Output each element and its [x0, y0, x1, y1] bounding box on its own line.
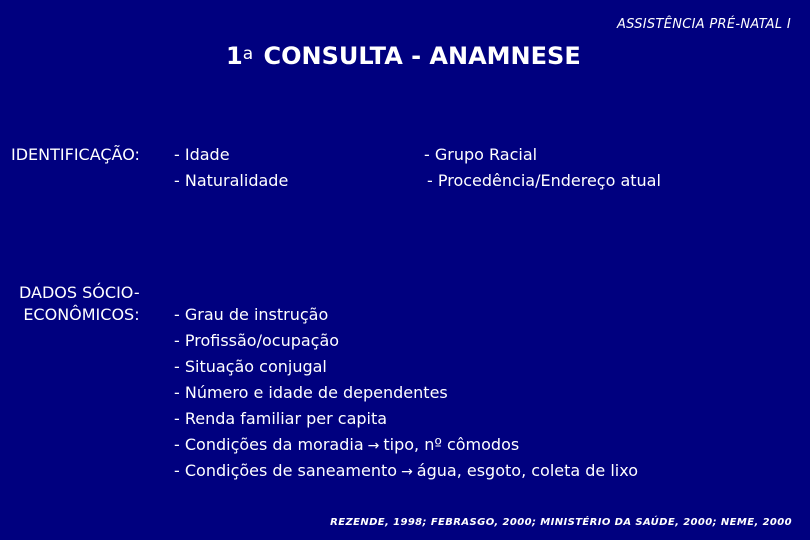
item-text: - Grau de instrução [174, 305, 329, 324]
item-text: - Profissão/ocupação [174, 331, 340, 350]
list-item [174, 406, 638, 432]
arrow-right-icon: → [401, 464, 413, 480]
list-item [174, 432, 638, 458]
list-item [174, 458, 638, 484]
socioeconomico-list [174, 302, 638, 484]
socioeconomico-label-line1: DADOS SÓCIO- [19, 283, 140, 302]
socioeconomico-label-line2: ECONÔMICOS: [23, 305, 140, 324]
list-item: - Idade [174, 145, 230, 164]
item-text: - Condições da moradia [174, 435, 364, 454]
list-item [174, 354, 638, 380]
title-ordinal: 1 [226, 42, 243, 70]
identificacao-right-list [424, 142, 661, 194]
identificacao-left-list [174, 142, 288, 194]
title-text: CONSULTA - ANAMNESE [263, 42, 581, 70]
item-detail: tipo, nº cômodos [383, 435, 520, 454]
item-text: - Número e idade de dependentes [174, 383, 448, 402]
socioeconomico-label [19, 282, 140, 326]
title-ordinal-suffix: a [242, 44, 254, 64]
list-item [174, 328, 638, 354]
header-tag: ASSISTÊNCIA PRÉ-NATAL I [616, 17, 791, 32]
list-item [174, 302, 638, 328]
list-item: - Procedência/Endereço atual [427, 171, 661, 190]
item-text: - Situação conjugal [174, 357, 327, 376]
item-detail: água, esgoto, coleta de lixo [416, 461, 639, 480]
reference-citation: REZENDE, 1998; FEBRASGO, 2000; MINISTÉRIO DA SAÚDE, 2000; NEME, 2000 [330, 517, 792, 528]
arrow-right-icon: → [367, 438, 380, 454]
list-item: - Naturalidade [174, 171, 289, 190]
identificacao-label: IDENTIFICAÇÃO: [11, 145, 140, 164]
item-text: - Renda familiar per capita [174, 409, 388, 428]
item-text: - Condições de saneamento [174, 461, 398, 480]
list-item: - Grupo Racial [424, 145, 538, 164]
list-item [174, 380, 638, 406]
slide-title [226, 42, 581, 70]
